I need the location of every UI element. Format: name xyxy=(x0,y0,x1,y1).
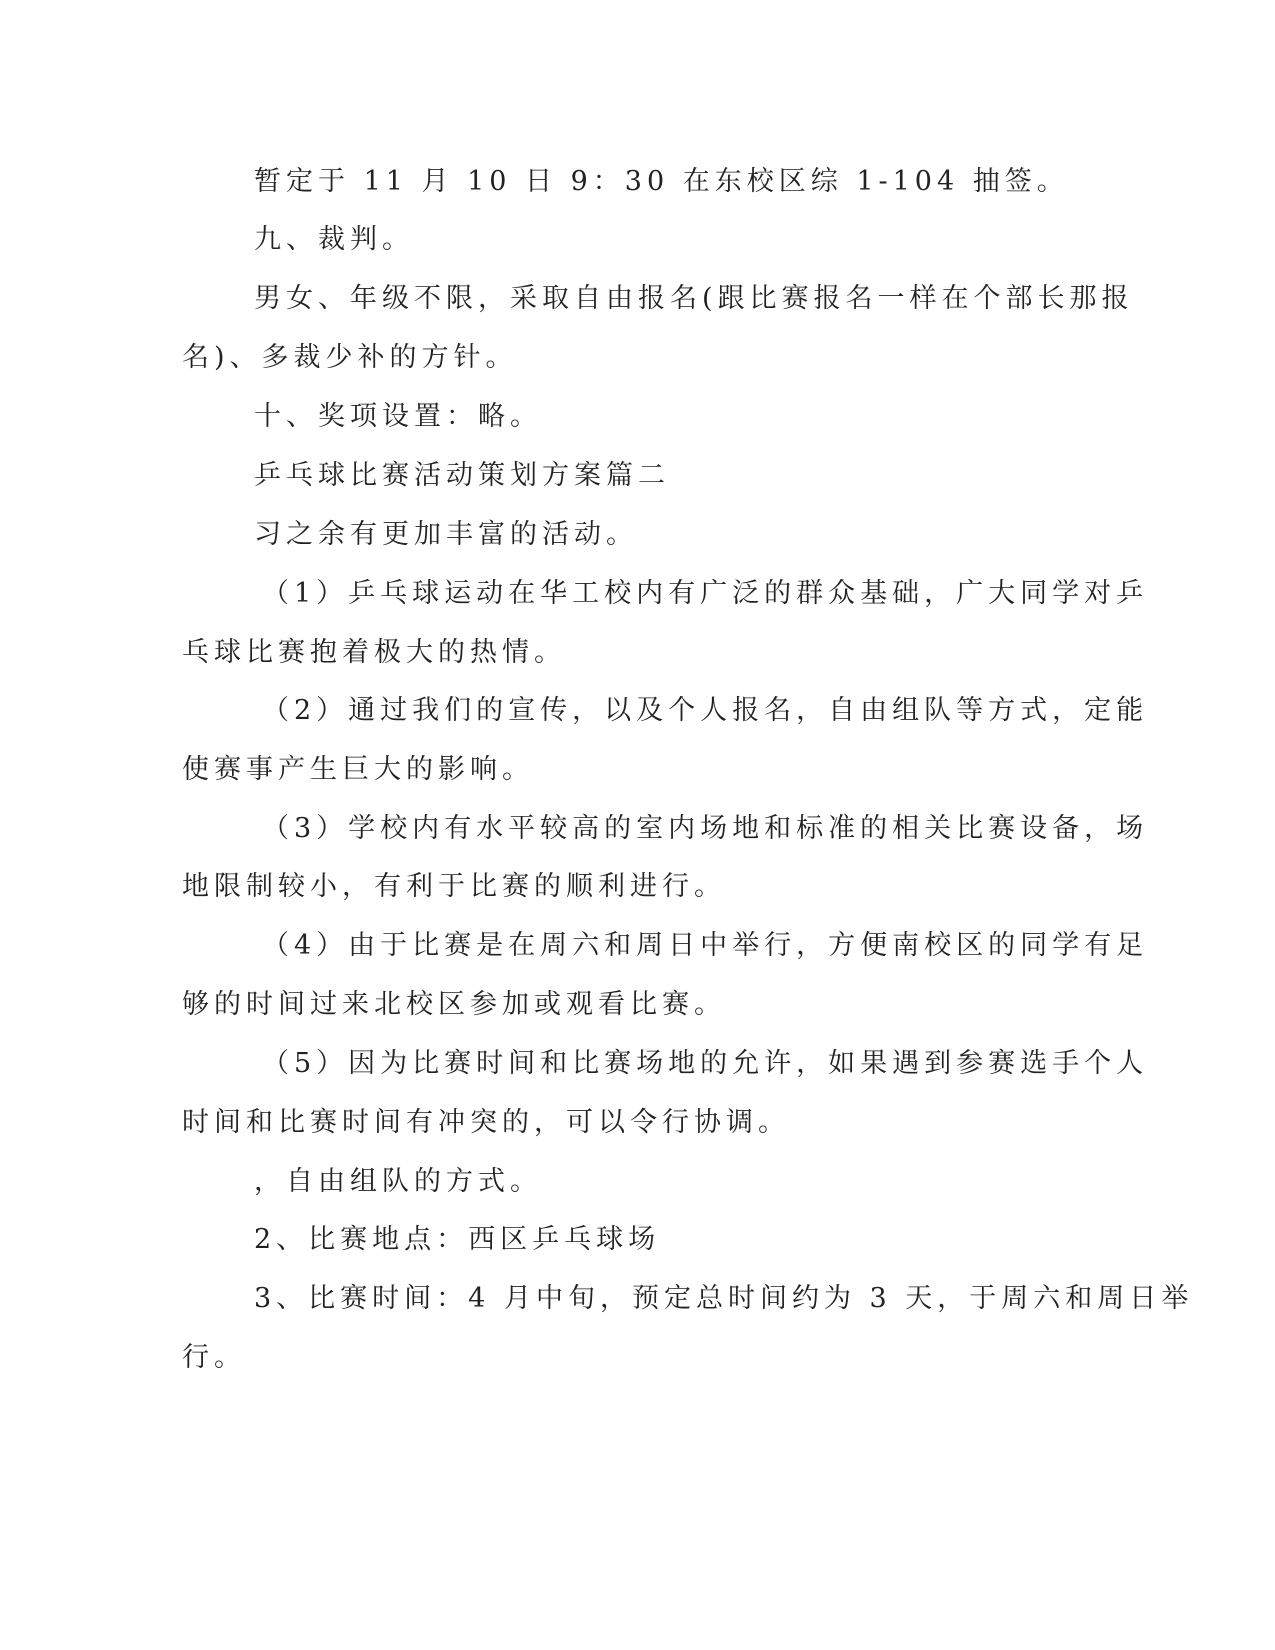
text-line: 乓球比赛抱着极大的热情。 xyxy=(182,637,566,668)
text-line: 男女、年级不限，采取自由报名(跟比赛报名一样在个部长那报 xyxy=(254,283,1134,314)
text-line: ，自由组队的方式。 xyxy=(254,1166,542,1197)
list-item: （3）学校内有水平较高的室内场地和标准的相关比赛设备，场 xyxy=(262,813,1149,844)
text-line: 时间和比赛时间有冲突的，可以令行协调。 xyxy=(182,1107,790,1138)
text-line: 习之余有更加丰富的活动。 xyxy=(254,519,638,550)
text-line: 名)、多裁少补的方针。 xyxy=(182,342,518,373)
list-item: （4）由于比赛是在周六和周日中举行，方便南校区的同学有足 xyxy=(262,930,1149,961)
section-heading: 九、裁判。 xyxy=(254,224,414,255)
list-item: 2、比赛地点：西区乒乓球场 xyxy=(254,1224,661,1255)
text-line: 够的时间过来北校区参加或观看比赛。 xyxy=(182,989,726,1020)
list-item: 3、比赛时间：4 月中旬，预定总时间约为 3 天，于周六和周日举 xyxy=(254,1283,1194,1314)
section-heading: 十、奖项设置：略。 xyxy=(254,401,542,432)
text-line: 使赛事产生巨大的影响。 xyxy=(182,754,534,785)
text-line: 暂定于 11 月 10 日 9：30 在东校区综 1-104 抽签。 xyxy=(254,166,1069,197)
list-item: （5）因为比赛时间和比赛场地的允许，如果遇到参赛选手个人 xyxy=(262,1048,1149,1079)
list-item: （2）通过我们的宣传，以及个人报名，自由组队等方式，定能 xyxy=(262,695,1149,726)
list-item: （1）乒乓球运动在华工校内有广泛的群众基础，广大同学对乒 xyxy=(262,578,1149,609)
text-line: 行。 xyxy=(182,1342,246,1373)
text-line: 地限制较小，有利于比赛的顺利进行。 xyxy=(182,871,726,902)
document-title: 乒乓球比赛活动策划方案篇二 xyxy=(254,460,670,491)
